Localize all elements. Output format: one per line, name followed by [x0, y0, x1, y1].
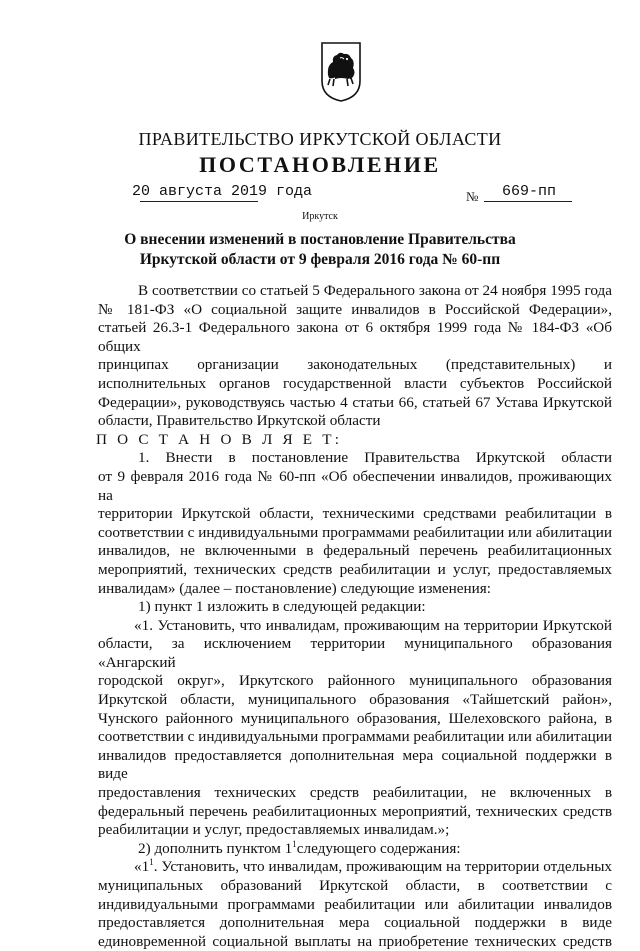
subitem1-line: Чунского районного муниципального образования, Шелеховского района, в	[98, 709, 612, 727]
government-title: ПРАВИТЕЛЬСТВО ИРКУТСКОЙ ОБЛАСТИ	[138, 129, 502, 149]
subitem2-after: следующего содержания:	[296, 839, 461, 857]
item1-line: территории Иркутской области, техническими средствами реабилитации в	[98, 505, 612, 523]
preamble-line: области, Правительство Иркутской области	[98, 412, 381, 430]
subitem1-line: «1. Установить, что инвалидам, проживающим на территории Иркутской	[134, 616, 612, 634]
item1-line: инвалидам» (далее – постановление) следующие изменения:	[98, 579, 491, 597]
document-type-title: ПОСТАНОВЛЕНИЕ	[199, 152, 441, 177]
number-underline	[484, 201, 572, 202]
subitem2-line: муниципальных образований Иркутской области, в соответствии с	[98, 877, 612, 894]
subitem2-line: предоставляется дополнительная мера социальной поддержки в виде	[98, 914, 612, 932]
preamble-line: принципах организации законодательных (представительных) и	[98, 356, 612, 374]
document-number: 669-пп	[502, 183, 557, 200]
document-subject	[60, 230, 580, 270]
subitem2-rest: . Установить, что инвалидам, проживающим на территории отдельных	[153, 858, 612, 876]
subitem1-line: области, за исключением территории муниципального образования «Ангарский	[98, 635, 612, 671]
subitem2-title	[98, 840, 612, 859]
subitem2-line	[98, 858, 612, 877]
document-body	[98, 282, 612, 951]
subitem2-line: единовременной социальной выплаты на приобретение технических средств	[98, 932, 612, 950]
subject-line: Иркутской области от 9 февраля 2016 года № 60-пп	[139, 251, 501, 268]
preamble-line: статьей 26.3-1 Федерального закона от 6 октября 1999 года № 184-ФЗ «Об общих	[98, 319, 612, 355]
preamble-line: В соответствии со статьей 5 Федерального закона от 24 ноября 1995 года	[138, 282, 612, 299]
subitem1-line: соответствии с индивидуальными программами реабилитации или абилитации	[98, 728, 612, 746]
document-date: 20 августа 2019 года	[132, 183, 313, 200]
subitem1-title: 1) пункт 1 изложить в следующей редакции:	[138, 598, 426, 616]
city-name: Иркутск	[302, 211, 338, 222]
preamble-line: исполнительных органов государственной власти субъектов Российской	[98, 374, 612, 392]
date-underline	[140, 201, 258, 202]
subitem1-line: инвалидов предоставляется дополнительная мера социальной поддержки в виде	[98, 746, 612, 783]
superscript: 1	[292, 838, 297, 849]
item1-line: от 9 февраля 2016 года № 60-пп «Об обеспечении инвалидов, проживающих на	[98, 467, 612, 504]
item1-line: соответствии с индивидуальными программами реабилитации или абилитации	[98, 523, 612, 541]
subitem1-line: реабилитации и услуг, предоставляемых инвалидам.»;	[98, 821, 450, 839]
preamble-line: № 181-ФЗ «О социальной защите инвалидов в Российской Федерации»,	[98, 300, 612, 318]
item1-line: мероприятий, технических средств реабилитации и услуг, предоставляемых	[98, 560, 612, 578]
subitem1-line: предоставления технических средств реабилитации, не включенных в	[98, 784, 612, 802]
subitem1-line: федеральный перечень реабилитационных мероприятий, технических средств	[98, 802, 612, 820]
subitem2-before: 2) дополнить пунктом 1	[138, 839, 293, 857]
preamble-line: Федерации», руководствуясь частью 4 статьи 66, статьей 67 Устава Иркутской	[98, 393, 612, 411]
subitem2-open: «1	[134, 858, 150, 876]
subject-line: О внесении изменений в постановление Правительства	[124, 231, 516, 248]
coat-of-arms-icon	[320, 41, 362, 103]
resolves-heading: П О С Т А Н О В Л Я Е Т:	[96, 430, 343, 448]
superscript: 1	[149, 857, 154, 868]
number-sign: №	[466, 189, 479, 204]
item1-line: 1. Внести в постановление Правительства Иркутской области	[138, 449, 612, 467]
subitem2-line: индивидуальными программами реабилитации или абилитации инвалидов	[98, 895, 612, 913]
subitem1-line: городской округ», Иркутского районного муниципального образования	[98, 672, 612, 690]
item1-line: инвалидов, не включенными в федеральный перечень реабилитационных	[98, 542, 612, 560]
subitem1-line: Иркутской области, муниципального образования «Тайшетский район»,	[98, 691, 612, 709]
